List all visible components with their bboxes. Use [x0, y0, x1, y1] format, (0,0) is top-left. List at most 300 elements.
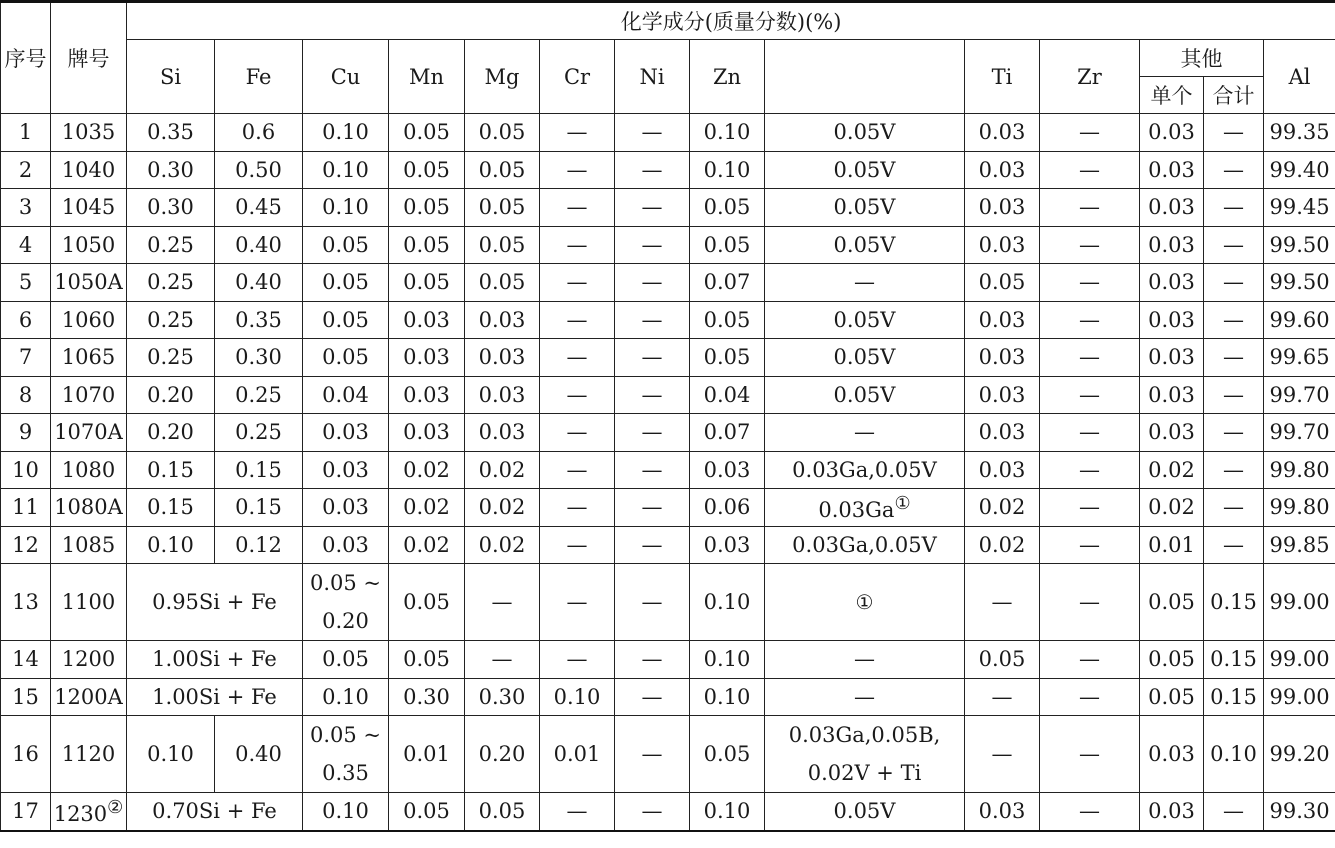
cell-single: 0.03	[1140, 793, 1204, 831]
header-mg: Mg	[465, 40, 540, 114]
cell-extra: —	[765, 641, 965, 679]
cell-cr: —	[540, 114, 615, 152]
cell-al: 99.50	[1264, 264, 1335, 302]
cell-fe: 0.25	[215, 414, 303, 452]
cell-single: 0.02	[1140, 489, 1204, 527]
cell-grade: 1085	[51, 526, 127, 564]
cell-zn: 0.04	[690, 376, 765, 414]
cell-ni: —	[615, 489, 690, 527]
cell-ti: 0.05	[965, 264, 1040, 302]
cell-cr: —	[540, 793, 615, 831]
cell-si: 0.30	[127, 151, 215, 189]
cell-cr: —	[540, 564, 615, 641]
cell-seq: 15	[1, 678, 51, 716]
cell-al: 99.80	[1264, 451, 1335, 489]
cell-cr: —	[540, 414, 615, 452]
cell-cu: 0.03	[303, 489, 389, 527]
cell-cu: 0.10	[303, 678, 389, 716]
cell-zr: —	[1040, 376, 1140, 414]
cell-al: 99.00	[1264, 641, 1335, 679]
cell-extra: 0.05V	[765, 339, 965, 377]
header-other: 其他	[1140, 40, 1264, 77]
cell-al: 99.40	[1264, 151, 1335, 189]
cell-si: 0.20	[127, 414, 215, 452]
cell-total: 0.15	[1204, 678, 1264, 716]
table-row	[1, 793, 1335, 831]
cell-ti: 0.02	[965, 526, 1040, 564]
cell-single: 0.02	[1140, 451, 1204, 489]
cell-ni: —	[615, 301, 690, 339]
header-grade: 牌号	[51, 2, 127, 114]
cell-ni: —	[615, 793, 690, 831]
cell-fe: 0.35	[215, 301, 303, 339]
cell-si: 0.25	[127, 264, 215, 302]
cell-si: 0.15	[127, 489, 215, 527]
header-cu: Cu	[303, 40, 389, 114]
cell-total: —	[1204, 226, 1264, 264]
cell-grade: 1060	[51, 301, 127, 339]
cell-al: 99.35	[1264, 114, 1335, 152]
header-zr: Zr	[1040, 40, 1140, 114]
cell-cu: 0.05	[303, 641, 389, 679]
cell-cr: 0.10	[540, 678, 615, 716]
cell-mg: —	[465, 641, 540, 679]
cell-single: 0.03	[1140, 114, 1204, 152]
cell-grade: 1050A	[51, 264, 127, 302]
cell-seq: 17	[1, 793, 51, 831]
cell-mn: 0.05	[389, 264, 465, 302]
cell-seq: 14	[1, 641, 51, 679]
cell-zr: —	[1040, 189, 1140, 227]
cell-zr: —	[1040, 489, 1140, 527]
cell-mn: 0.02	[389, 451, 465, 489]
cell-mn: 0.05	[389, 151, 465, 189]
cell-fe: 0.30	[215, 339, 303, 377]
cell-total: —	[1204, 301, 1264, 339]
cell-mn: 0.05	[389, 226, 465, 264]
cell-fe: 0.40	[215, 716, 303, 793]
cell-ni: —	[615, 641, 690, 679]
footnote-marker: ①	[894, 492, 911, 514]
cell-fe: 0.6	[215, 114, 303, 152]
cell-seq: 11	[1, 489, 51, 527]
cell-single: 0.03	[1140, 716, 1204, 793]
cell-ni: —	[615, 376, 690, 414]
cell-seq: 13	[1, 564, 51, 641]
cell-cr: 0.01	[540, 716, 615, 793]
cell-al: 99.60	[1264, 301, 1335, 339]
cell-si-fe: 1.00Si + Fe	[127, 678, 303, 716]
cell-mn: 0.03	[389, 414, 465, 452]
cell-zr: —	[1040, 114, 1140, 152]
cell-mn: 0.05	[389, 564, 465, 641]
extra-text: 0.03Ga	[818, 497, 895, 522]
cell-zn: 0.03	[690, 451, 765, 489]
table-row	[1, 451, 1335, 489]
cell-cu: 0.05	[303, 264, 389, 302]
header-si: Si	[127, 40, 215, 114]
cell-zn: 0.10	[690, 641, 765, 679]
cell-zn: 0.05	[690, 189, 765, 227]
cell-cr: —	[540, 451, 615, 489]
cell-mg: 0.03	[465, 414, 540, 452]
cell-zn: 0.10	[690, 114, 765, 152]
cell-cr: —	[540, 226, 615, 264]
cell-single: 0.03	[1140, 151, 1204, 189]
cell-ti: —	[965, 716, 1040, 793]
cell-zn: 0.10	[690, 564, 765, 641]
cell-mn: 0.03	[389, 301, 465, 339]
cell-zn: 0.05	[690, 226, 765, 264]
cell-extra: 0.05V	[765, 301, 965, 339]
header-seq: 序号	[1, 2, 51, 114]
header-zn: Zn	[690, 40, 765, 114]
cell-mg: 0.02	[465, 526, 540, 564]
table-row	[1, 301, 1335, 339]
cell-cu: 0.10	[303, 189, 389, 227]
cell-ti: 0.03	[965, 414, 1040, 452]
cell-mg: 0.02	[465, 451, 540, 489]
cell-total: —	[1204, 414, 1264, 452]
cell-extra	[765, 489, 965, 527]
cell-zn: 0.06	[690, 489, 765, 527]
cell-mg: 0.20	[465, 716, 540, 793]
cell-mn: 0.02	[389, 489, 465, 527]
cell-extra: 0.05V	[765, 226, 965, 264]
header-ti: Ti	[965, 40, 1040, 114]
cell-zn: 0.10	[690, 678, 765, 716]
cell-ti: 0.03	[965, 376, 1040, 414]
cell-cu: 0.05	[303, 339, 389, 377]
cell-mn: 0.05	[389, 189, 465, 227]
header-mn: Mn	[389, 40, 465, 114]
cell-mn: 0.03	[389, 376, 465, 414]
cell-zn: 0.05	[690, 339, 765, 377]
cell-extra: 0.05V	[765, 793, 965, 831]
cell-single: 0.05	[1140, 641, 1204, 679]
cell-total: 0.15	[1204, 641, 1264, 679]
cell-ni: —	[615, 339, 690, 377]
cell-extra: 0.05V	[765, 114, 965, 152]
cell-seq: 4	[1, 226, 51, 264]
cell-cu: 0.10	[303, 151, 389, 189]
table-row	[1, 114, 1335, 152]
cell-fe: 0.45	[215, 189, 303, 227]
cell-zn: 0.05	[690, 301, 765, 339]
cell-cr: —	[540, 526, 615, 564]
cell-fe: 0.15	[215, 451, 303, 489]
cell-cr: —	[540, 264, 615, 302]
cell-mg: 0.05	[465, 114, 540, 152]
cell-single: 0.03	[1140, 376, 1204, 414]
cell-cu: 0.10	[303, 114, 389, 152]
header-al: Al	[1264, 40, 1335, 114]
cell-single: 0.05	[1140, 678, 1204, 716]
cell-ni: —	[615, 716, 690, 793]
cell-grade: 1070A	[51, 414, 127, 452]
cell-ni: —	[615, 114, 690, 152]
cell-ti: 0.03	[965, 114, 1040, 152]
cell-si: 0.20	[127, 376, 215, 414]
cell-cr: —	[540, 301, 615, 339]
cell-mg: —	[465, 564, 540, 641]
cell-mg: 0.03	[465, 301, 540, 339]
cell-ti: 0.03	[965, 451, 1040, 489]
cell-seq: 8	[1, 376, 51, 414]
cell-fe: 0.50	[215, 151, 303, 189]
cell-ni: —	[615, 151, 690, 189]
cell-fe: 0.40	[215, 226, 303, 264]
cell-fe: 0.40	[215, 264, 303, 302]
cell-zn: 0.05	[690, 716, 765, 793]
cell-mn: 0.30	[389, 678, 465, 716]
cell-total: —	[1204, 376, 1264, 414]
cell-zn: 0.10	[690, 793, 765, 831]
cell-ni: —	[615, 189, 690, 227]
cell-cu: 0.05	[303, 301, 389, 339]
cell-ti: —	[965, 564, 1040, 641]
cell-extra: 0.05V	[765, 151, 965, 189]
footnote-marker: ②	[107, 796, 124, 818]
cell-seq: 2	[1, 151, 51, 189]
table-row	[1, 339, 1335, 377]
cell-zr: —	[1040, 451, 1140, 489]
cell-extra: —	[765, 414, 965, 452]
cell-extra: 0.03Ga,0.05V	[765, 526, 965, 564]
cell-total: —	[1204, 793, 1264, 831]
table-row	[1, 376, 1335, 414]
cell-cu: 0.03	[303, 526, 389, 564]
cell-zr: —	[1040, 264, 1140, 302]
cell-grade: 1045	[51, 189, 127, 227]
cell-seq: 10	[1, 451, 51, 489]
cell-zr: —	[1040, 414, 1140, 452]
cell-al: 99.80	[1264, 489, 1335, 527]
cell-cr: —	[540, 151, 615, 189]
cell-mg: 0.03	[465, 339, 540, 377]
cell-single: 0.03	[1140, 414, 1204, 452]
header-single: 单个	[1140, 77, 1204, 114]
cell-grade	[51, 793, 127, 831]
cell-mg: 0.05	[465, 226, 540, 264]
cell-mg: 0.02	[465, 489, 540, 527]
cell-grade: 1100	[51, 564, 127, 641]
cell-ti: 0.02	[965, 489, 1040, 527]
cell-mn: 0.05	[389, 641, 465, 679]
header-composition: 化学成分(质量分数)(%)	[127, 2, 1335, 40]
cell-si: 0.25	[127, 226, 215, 264]
cell-cr: —	[540, 189, 615, 227]
cell-single: 0.03	[1140, 264, 1204, 302]
cell-ni: —	[615, 526, 690, 564]
cell-cr: —	[540, 339, 615, 377]
cell-cr: —	[540, 641, 615, 679]
table-row	[1, 151, 1335, 189]
cell-ti: 0.03	[965, 793, 1040, 831]
table-row	[1, 414, 1335, 452]
cell-seq: 6	[1, 301, 51, 339]
cell-ti: —	[965, 678, 1040, 716]
cell-single: 0.03	[1140, 226, 1204, 264]
header-cr: Cr	[540, 40, 615, 114]
header-fe: Fe	[215, 40, 303, 114]
cell-ni: —	[615, 226, 690, 264]
cell-seq: 16	[1, 716, 51, 793]
table-row	[1, 641, 1335, 679]
table-row	[1, 526, 1335, 564]
cell-extra: —	[765, 264, 965, 302]
cell-total: —	[1204, 451, 1264, 489]
cell-grade: 1040	[51, 151, 127, 189]
cell-grade: 1120	[51, 716, 127, 793]
cell-mg: 0.30	[465, 678, 540, 716]
cell-cu: 0.05 ~ 0.20	[303, 564, 389, 641]
table-row	[1, 226, 1335, 264]
cell-ni: —	[615, 264, 690, 302]
cell-zr: —	[1040, 641, 1140, 679]
table-row	[1, 189, 1335, 227]
cell-mg: 0.05	[465, 151, 540, 189]
cell-extra: 0.05V	[765, 189, 965, 227]
cell-al: 99.70	[1264, 376, 1335, 414]
cell-ti: 0.03	[965, 189, 1040, 227]
cell-zn: 0.07	[690, 264, 765, 302]
cell-cu: 0.05 ~ 0.35	[303, 716, 389, 793]
cell-si: 0.25	[127, 301, 215, 339]
cell-cu: 0.03	[303, 414, 389, 452]
cell-ni: —	[615, 451, 690, 489]
cell-fe: 0.25	[215, 376, 303, 414]
cell-al: 99.65	[1264, 339, 1335, 377]
cell-extra: ①	[765, 564, 965, 641]
cell-grade: 1050	[51, 226, 127, 264]
cell-grade: 1080	[51, 451, 127, 489]
cell-mn: 0.05	[389, 793, 465, 831]
cell-si: 0.10	[127, 526, 215, 564]
cell-ti: 0.03	[965, 151, 1040, 189]
cell-mn: 0.02	[389, 526, 465, 564]
cell-mn: 0.01	[389, 716, 465, 793]
cell-al: 99.45	[1264, 189, 1335, 227]
cell-al: 99.00	[1264, 678, 1335, 716]
cell-total: 0.10	[1204, 716, 1264, 793]
header-ni: Ni	[615, 40, 690, 114]
cell-zr: —	[1040, 678, 1140, 716]
cell-single: 0.03	[1140, 339, 1204, 377]
cell-seq: 3	[1, 189, 51, 227]
cell-total: —	[1204, 526, 1264, 564]
cell-si: 0.35	[127, 114, 215, 152]
cell-si: 0.30	[127, 189, 215, 227]
cell-extra: 0.03Ga,0.05B, 0.02V + Ti	[765, 716, 965, 793]
grade-text: 1230	[53, 801, 108, 826]
cell-ni: —	[615, 414, 690, 452]
cell-seq: 1	[1, 114, 51, 152]
cell-si-fe: 0.70Si + Fe	[127, 793, 303, 831]
cell-fe: 0.12	[215, 526, 303, 564]
cell-al: 99.30	[1264, 793, 1335, 831]
cell-seq: 9	[1, 414, 51, 452]
cell-zn: 0.03	[690, 526, 765, 564]
cell-total: —	[1204, 114, 1264, 152]
cell-cu: 0.04	[303, 376, 389, 414]
cell-grade: 1080A	[51, 489, 127, 527]
cell-ti: 0.05	[965, 641, 1040, 679]
cell-single: 0.03	[1140, 301, 1204, 339]
cell-total: —	[1204, 339, 1264, 377]
cell-total: —	[1204, 489, 1264, 527]
cell-zn: 0.10	[690, 151, 765, 189]
cell-ti: 0.03	[965, 339, 1040, 377]
cell-si-fe: 1.00Si + Fe	[127, 641, 303, 679]
cell-seq: 5	[1, 264, 51, 302]
cell-cu: 0.05	[303, 226, 389, 264]
cell-mn: 0.05	[389, 114, 465, 152]
cell-ni: —	[615, 678, 690, 716]
cell-extra: 0.03Ga,0.05V	[765, 451, 965, 489]
cell-si-fe: 0.95Si + Fe	[127, 564, 303, 641]
header-total: 合计	[1204, 77, 1264, 114]
cell-cu: 0.10	[303, 793, 389, 831]
cell-grade: 1070	[51, 376, 127, 414]
cell-total: 0.15	[1204, 564, 1264, 641]
cell-grade: 1065	[51, 339, 127, 377]
cell-seq: 12	[1, 526, 51, 564]
cell-al: 99.20	[1264, 716, 1335, 793]
cell-cr: —	[540, 489, 615, 527]
cell-fe: 0.15	[215, 489, 303, 527]
cell-mg: 0.05	[465, 793, 540, 831]
table-row	[1, 489, 1335, 527]
cell-grade: 1200	[51, 641, 127, 679]
cell-zn: 0.07	[690, 414, 765, 452]
cell-extra: 0.05V	[765, 376, 965, 414]
cell-mg: 0.03	[465, 376, 540, 414]
cell-si: 0.25	[127, 339, 215, 377]
cell-single: 0.03	[1140, 189, 1204, 227]
cell-zr: —	[1040, 226, 1140, 264]
cell-zr: —	[1040, 793, 1140, 831]
cell-grade: 1035	[51, 114, 127, 152]
cell-si: 0.15	[127, 451, 215, 489]
cell-total: —	[1204, 151, 1264, 189]
cell-al: 99.00	[1264, 564, 1335, 641]
cell-mg: 0.05	[465, 189, 540, 227]
cell-al: 99.70	[1264, 414, 1335, 452]
table-row	[1, 264, 1335, 302]
cell-total: —	[1204, 264, 1264, 302]
cell-cu: 0.03	[303, 451, 389, 489]
header-extra	[765, 40, 965, 114]
cell-zr: —	[1040, 716, 1140, 793]
table-row	[1, 678, 1335, 716]
cell-si: 0.10	[127, 716, 215, 793]
cell-grade: 1200A	[51, 678, 127, 716]
cell-seq: 7	[1, 339, 51, 377]
cell-total: —	[1204, 189, 1264, 227]
cell-extra: —	[765, 678, 965, 716]
cell-zr: —	[1040, 564, 1140, 641]
cell-ti: 0.03	[965, 226, 1040, 264]
cell-single: 0.01	[1140, 526, 1204, 564]
cell-zr: —	[1040, 526, 1140, 564]
cell-zr: —	[1040, 301, 1140, 339]
cell-zr: —	[1040, 339, 1140, 377]
cell-ni: —	[615, 564, 690, 641]
cell-mn: 0.03	[389, 339, 465, 377]
cell-single: 0.05	[1140, 564, 1204, 641]
cell-zr: —	[1040, 151, 1140, 189]
